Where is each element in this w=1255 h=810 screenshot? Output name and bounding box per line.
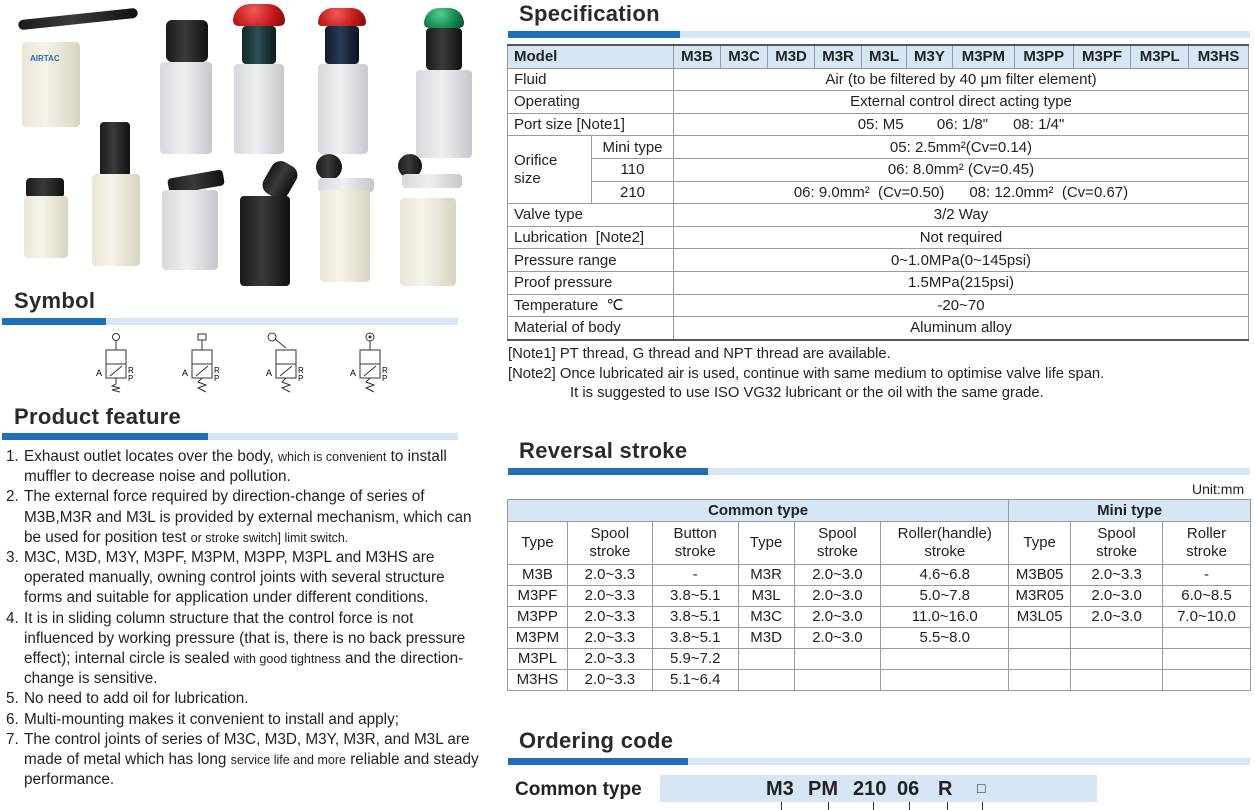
- note-1: [Note1] PT thread, G thread and NPT thread are available.: [508, 346, 891, 362]
- spec-row-orifice-mini: Orifice size Mini type 05: 2.5mm²(Cv=0.14): [508, 136, 1249, 159]
- table-row: M3PL 2.0~3.3 5.9~7.2: [508, 649, 1251, 670]
- spec-row-port: Port size [Note1] 05: M5 06: 1/8" 08: 1/4": [508, 113, 1249, 136]
- spec-row-orifice-110: 110 06: 8.0mm² (Cv=0.45): [508, 158, 1249, 181]
- spec-header-row: [508, 45, 1249, 68]
- code-tick: [828, 802, 829, 810]
- feature-item: 5. No need to add oil for lubrication.: [6, 690, 249, 708]
- port-p-label: P: [382, 374, 388, 383]
- spec-notes: [508, 345, 1104, 404]
- port-a-label: A: [96, 368, 103, 378]
- feature-item: 1. Exhaust outlet locates over the body, which is convenient to install muffler to decrease noise and pollution.: [6, 448, 447, 486]
- spec-row-pressure: Pressure range 0~1.0MPa(0~145psi): [508, 249, 1249, 272]
- spec-row-orifice-210: 210 06: 9.0mm² (Cv=0.50) 08: 12.0mm² (Cv=0.67): [508, 181, 1249, 204]
- note-2-cont: It is suggested to use ISO VG32 lubricant or the oil with the same grade.: [570, 385, 1044, 401]
- unit-label: Unit:mm: [1192, 481, 1245, 497]
- stroke-title-bar: [508, 468, 1250, 475]
- table-row: M3PP 2.0~3.3 3.8~5.1 M3C 2.0~3.0 11.0~16.0 M3L05 2.0~3.0 7.0~10.0: [508, 607, 1251, 628]
- code-tick: [909, 802, 910, 810]
- code-part-thread: R: [938, 778, 953, 800]
- code-tick: [781, 802, 782, 810]
- ordering-title: Ordering code: [519, 728, 674, 753]
- product-photos: [18, 2, 478, 287]
- model-cell: M3PF: [1073, 45, 1131, 68]
- valve-photo-m3pp: [318, 64, 368, 154]
- feature-item: 3. M3C, M3D, M3Y, M3PF, M3PM, M3PP, M3PL and M3HS are operated manually, owning control joints with several structure forms and suitable for application under different conditions.: [6, 549, 445, 607]
- model-cell: M3R: [815, 45, 862, 68]
- spec-table: [507, 44, 1249, 341]
- valve-photo-m3c: [240, 196, 290, 286]
- mini-type-header: Mini type: [1009, 500, 1251, 522]
- model-cell: M3PM: [952, 45, 1014, 68]
- valve-photo-m3hs: [162, 190, 218, 270]
- model-cell: M3C: [721, 45, 768, 68]
- roller-arm-photo: [402, 174, 462, 188]
- code-tick: [982, 802, 983, 810]
- red-button-photo: [318, 8, 366, 26]
- model-cell: M3L: [862, 45, 907, 68]
- code-tick: [873, 802, 874, 810]
- ordering-title-bar: [508, 758, 1250, 765]
- table-row: M3B 2.0~3.3 - M3R 2.0~3.0 4.6~6.8 M3B05 2.0~3.3 -: [508, 565, 1251, 586]
- spec-row-lubrication: Lubrication [Note2] Not required: [508, 226, 1249, 249]
- port-r-label: R: [382, 366, 388, 375]
- symbol-title-bar: [2, 318, 458, 325]
- roller-photo: [316, 154, 342, 180]
- model-cell: M3Y: [906, 45, 952, 68]
- spec-row-fluid: Fluid Air (to be filtered by 40 μm filter element): [508, 68, 1249, 91]
- valve-cap-photo: [26, 178, 64, 198]
- valve-stem-photo: [426, 28, 462, 70]
- model-cell: M3B: [674, 45, 721, 68]
- common-type-header: Common type: [508, 500, 1009, 522]
- feature-item: 4. It is in sliding column structure that the control force is not influenced by working pressure (that is, there is no back pressure effect); internal circle is sealed with good tightness and the direction-change is sensitive.: [6, 609, 466, 688]
- code-part-operation: PM: [808, 778, 838, 800]
- port-a-label: A: [350, 368, 357, 378]
- valve-knob-photo: [166, 20, 208, 62]
- symbol-cam-valve: [348, 332, 398, 396]
- valve-photo-m3d: [160, 62, 212, 154]
- ordering-common-label: Common type: [515, 779, 642, 800]
- spec-row-valve-type: Valve type 3/2 Way: [508, 204, 1249, 227]
- spec-title: Specification: [519, 1, 660, 26]
- code-part-series: M3: [766, 778, 794, 800]
- green-button-photo: [424, 8, 464, 28]
- valve-photo-m3r: [320, 190, 370, 282]
- valve-handle-photo: [100, 122, 130, 177]
- symbol-roller-valve: [264, 332, 314, 396]
- stroke-table: [507, 499, 1251, 691]
- port-p-label: P: [128, 374, 134, 383]
- note-2: [Note2] Once lubricated air is used, continue with same medium to optimise valve life span.: [508, 365, 1105, 382]
- table-row: M3PF 2.0~3.3 3.8~5.1 M3L 2.0~3.0 5.0~7.8 M3R05 2.0~3.0 6.0~8.5: [508, 586, 1251, 607]
- valve-stem-photo: [325, 26, 359, 64]
- valve-photo-m3b: [24, 196, 68, 258]
- symbol-push-valve: [180, 332, 230, 396]
- model-cell: M3HS: [1189, 45, 1249, 68]
- code-part-port: 06: [897, 778, 920, 800]
- valve-lever-photo: [18, 8, 138, 30]
- feature-item: 2. The external force required by direction-change of series of M3B,M3R and M3L is provided by external mechanism, which can be used for position test or stroke switch] limit switch.: [6, 488, 472, 546]
- model-cell: M3PP: [1014, 45, 1073, 68]
- feature-item: 6. Multi-mounting makes it convenient to install and apply;: [6, 710, 399, 728]
- valve-stem-photo: [242, 26, 276, 64]
- brand-label: AIRTAC: [30, 54, 60, 63]
- feature-title-bar: [2, 433, 458, 440]
- code-tick: [947, 802, 948, 810]
- port-r-label: R: [128, 366, 134, 375]
- spec-title-bar: [508, 31, 1250, 38]
- code-part-body: 210: [853, 778, 887, 800]
- port-r-label: R: [214, 366, 220, 375]
- table-row: M3PM 2.0~3.3 3.8~5.1 M3D 2.0~3.0 5.5~8.0: [508, 628, 1251, 649]
- port-a-label: A: [182, 368, 189, 378]
- feature-list: [6, 447, 481, 790]
- port-a-label: A: [266, 368, 273, 378]
- valve-photo-m3y: [92, 174, 140, 266]
- port-r-label: R: [298, 366, 304, 375]
- code-part-option: □: [977, 780, 986, 796]
- feature-item: 7. The control joints of series of M3C, M3D, M3Y, M3R, and M3L are made of metal which has long service life and more reliable and steady performance.: [6, 730, 479, 789]
- valve-photo-m3r-mini: [400, 198, 456, 286]
- spec-row-operating: Operating External control direct acting type: [508, 91, 1249, 114]
- spec-row-material: Material of body Aluminum alloy: [508, 317, 1249, 340]
- orifice-label: Orifice size: [508, 136, 592, 204]
- symbol-button-valve: [94, 332, 144, 396]
- model-header: Model: [508, 45, 674, 68]
- port-p-label: P: [214, 374, 220, 383]
- spec-row-proof: Proof pressure 1.5MPa(215psi): [508, 271, 1249, 294]
- table-row: M3HS 2.0~3.3 5.1~6.4: [508, 670, 1251, 691]
- model-cell: M3PL: [1131, 45, 1189, 68]
- symbol-title: Symbol: [14, 288, 96, 313]
- valve-photo-m3pm: [234, 64, 284, 154]
- stroke-column-header: Type Spool stroke Button stroke Type Spool stroke Roller(handle) stroke Type Spool stroke Roller stroke: [508, 522, 1251, 565]
- stroke-title: Reversal stroke: [519, 438, 688, 463]
- model-cell: M3D: [768, 45, 815, 68]
- stroke-group-header: [508, 500, 1251, 522]
- spec-row-temperature: Temperature ℃ -20~70: [508, 294, 1249, 317]
- port-p-label: P: [298, 374, 304, 383]
- valve-photo-m3pf: [416, 70, 472, 158]
- feature-title: Product feature: [14, 404, 182, 429]
- red-mushroom-button-photo: [233, 4, 285, 26]
